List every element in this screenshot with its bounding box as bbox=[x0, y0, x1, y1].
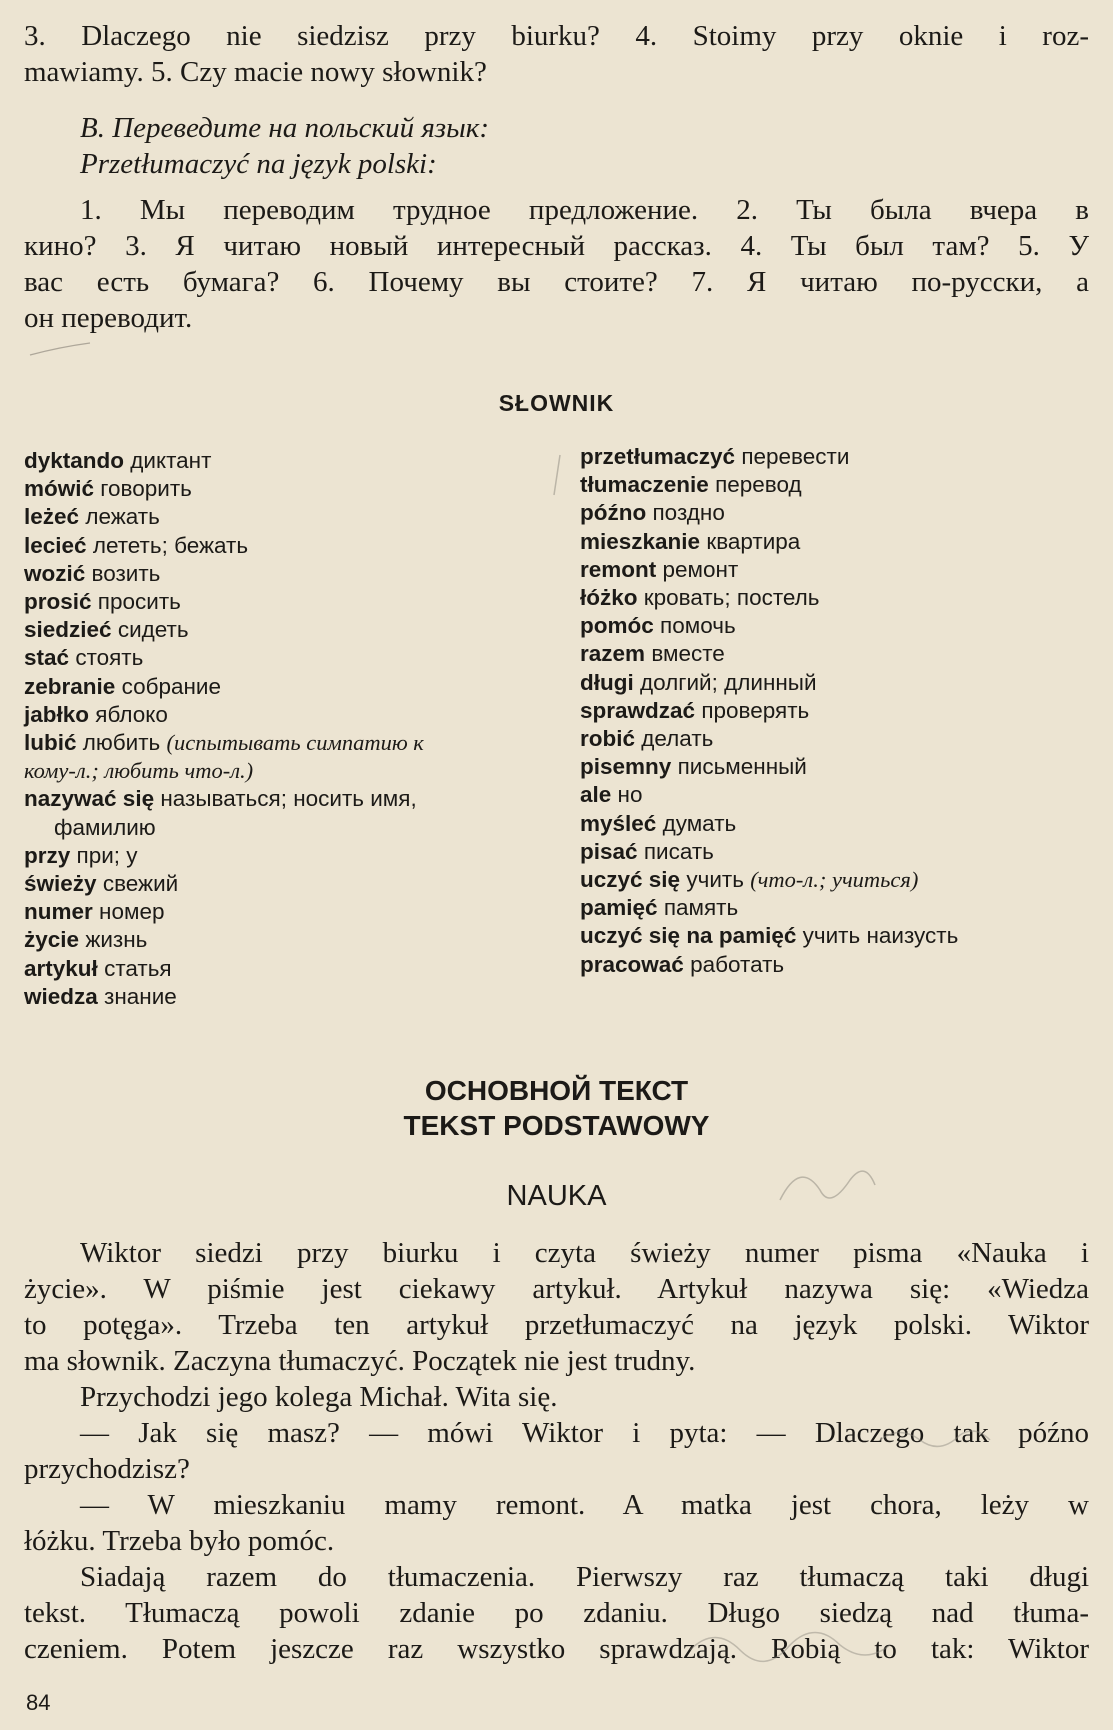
vocab-entry bbox=[24, 644, 544, 672]
ru-translation: лететь; бежать bbox=[92, 532, 249, 558]
pl-word: remont bbox=[580, 556, 657, 582]
vocab-entry bbox=[24, 447, 544, 475]
pl-word: pomóc bbox=[580, 613, 654, 639]
exercise-b-heading bbox=[80, 110, 1080, 182]
pl-word: nazywać się bbox=[24, 786, 155, 812]
vocab-entry bbox=[580, 725, 1090, 753]
pl-word: wiedza bbox=[24, 983, 98, 1009]
ru-translation: но bbox=[617, 782, 643, 808]
vocab-entry bbox=[580, 499, 1090, 527]
ru-translation: память bbox=[663, 895, 739, 921]
ru-translation: проверять bbox=[701, 697, 810, 723]
ru-translation: кровать; постель bbox=[643, 585, 820, 611]
vocab-entry bbox=[24, 983, 544, 1011]
vocab-entry bbox=[580, 640, 1090, 668]
ru-translation: просить bbox=[97, 589, 181, 615]
text-line: mawiamy. 5. Czy macie nowy słownik? bbox=[24, 56, 487, 88]
ru-translation: любить bbox=[82, 730, 161, 756]
pl-word: ale bbox=[580, 782, 612, 808]
text-line: łóżku. Trzeba było pomóc. bbox=[24, 1525, 335, 1557]
ru-translation: возить bbox=[91, 560, 161, 586]
vocab-entry bbox=[24, 701, 544, 729]
heading-pl: Przetłumaczyć na język polski: bbox=[80, 148, 437, 180]
vocab-entry bbox=[24, 560, 544, 588]
pl-word: robić bbox=[580, 726, 636, 752]
pl-word: dyktando bbox=[24, 448, 125, 473]
pl-word: życie bbox=[24, 927, 80, 953]
text-line: он переводит. bbox=[24, 302, 193, 334]
vocab-entry bbox=[580, 584, 1090, 612]
ru-translation: квартира bbox=[706, 528, 801, 554]
vocab-entry bbox=[580, 951, 1090, 979]
vocab-entry-continuation bbox=[24, 757, 544, 785]
pl-word: prosić bbox=[24, 589, 92, 615]
ru-translation: номер bbox=[99, 899, 165, 925]
vocab-entry bbox=[580, 528, 1090, 556]
ru-translation: поздно bbox=[652, 500, 725, 526]
text-line: ma słownik. Zaczyna tłumaczyć. Początek nie jest trudny. bbox=[24, 1345, 696, 1377]
ru-translation: писать bbox=[643, 838, 714, 864]
heading-ru: В. Переведите на польский язык: bbox=[80, 112, 489, 144]
pl-word: uczyć się na pamięć bbox=[580, 923, 797, 949]
ru-translation: перевод bbox=[715, 472, 802, 498]
pl-word: przetłumaczyć bbox=[580, 444, 736, 469]
ru-translation: перевести bbox=[741, 444, 850, 469]
text-line: życie». W piśmie jest ciekawy artykuł. Artykuł nazywa się: «Wiedza bbox=[24, 1273, 1089, 1305]
ru-translation: письменный bbox=[677, 754, 807, 780]
ru-translation: собрание bbox=[121, 673, 221, 699]
text-line: кино? 3. Я читаю новый интересный рассказ. 4. Ты был там? 5. У bbox=[24, 230, 1089, 262]
pl-word: łóżko bbox=[580, 585, 638, 611]
exercise-b-body bbox=[24, 192, 1089, 336]
main-text-title-pl: TEKST PODSTAWOWY bbox=[403, 1110, 710, 1141]
pl-word: zebranie bbox=[24, 673, 116, 699]
vocab-entry bbox=[580, 556, 1090, 584]
vocab-entry bbox=[580, 810, 1090, 838]
ru-translation: статья bbox=[104, 955, 172, 981]
ru-translation: фамилию bbox=[54, 814, 156, 840]
text-line: czeniem. Potem jeszcze raz wszystko sprawdzają. Robią to tak: Wiktor bbox=[24, 1633, 1089, 1665]
exercise-a-tail bbox=[24, 18, 1089, 90]
vocab-entry bbox=[580, 443, 1090, 471]
vocab-entry bbox=[24, 926, 544, 954]
usage-note: (что-л.; учиться) bbox=[750, 867, 919, 893]
pl-word: przy bbox=[24, 842, 71, 868]
ru-translation: лежать bbox=[85, 504, 160, 530]
vocab-entry bbox=[580, 866, 1090, 894]
pl-word: siedzieć bbox=[24, 617, 112, 643]
ru-translation: долгий; длинный bbox=[640, 669, 817, 695]
text-line: Wiktor siedzi przy biurku i czyta świeży numer pisma «Nauka i bbox=[80, 1237, 1089, 1269]
pl-word: stać bbox=[24, 645, 70, 671]
ru-translation: называться; носить имя, bbox=[160, 786, 417, 812]
vocab-entry bbox=[580, 838, 1090, 866]
vocab-left-column bbox=[24, 447, 544, 1011]
vocab-entry bbox=[24, 785, 544, 813]
pl-word: uczyć się bbox=[580, 867, 681, 893]
vocab-entry bbox=[580, 612, 1090, 640]
ru-translation: вместе bbox=[651, 641, 725, 667]
pl-word: leżeć bbox=[24, 504, 80, 530]
vocab-entry bbox=[580, 669, 1090, 697]
story-title: NAUKA bbox=[506, 1180, 607, 1212]
vocab-entry bbox=[580, 753, 1090, 781]
slownik-title: SŁOWNIK bbox=[498, 390, 615, 416]
ru-translation: знание bbox=[104, 983, 177, 1009]
pl-word: razem bbox=[580, 641, 646, 667]
ru-translation: делать bbox=[641, 726, 714, 752]
pl-word: świeży bbox=[24, 871, 97, 897]
pl-word: pracować bbox=[580, 951, 684, 977]
vocab-entry bbox=[580, 471, 1090, 499]
ru-translation: помочь bbox=[660, 613, 736, 639]
vocab-entry bbox=[24, 898, 544, 926]
ru-translation: учить наизусть bbox=[802, 923, 959, 949]
pencil-mark bbox=[554, 455, 560, 495]
pl-word: jabłko bbox=[24, 701, 90, 727]
vocab-entry bbox=[24, 673, 544, 701]
main-text-body bbox=[24, 1235, 1089, 1667]
vocab-entry bbox=[24, 842, 544, 870]
vocab-entry bbox=[24, 532, 544, 560]
ru-translation: при; у bbox=[76, 842, 138, 868]
text-line: Siadają razem do tłumaczenia. Pierwszy raz tłumaczą taki długi bbox=[80, 1561, 1089, 1593]
vocab-entry bbox=[24, 503, 544, 531]
pl-word: pamięć bbox=[580, 895, 658, 921]
usage-note: кому-л.; любить что-л.) bbox=[24, 758, 254, 784]
text-line: 3. Dlaczego nie siedzisz przy biurku? 4. Stoimy przy oknie i roz- bbox=[24, 20, 1089, 52]
vocab-entry bbox=[24, 729, 544, 757]
text-line: — Jak się masz? — mówi Wiktor i pyta: — Dlaczego tak późno bbox=[80, 1417, 1089, 1449]
text-line: 1. Мы переводим трудное предложение. 2. Ты была вчера в bbox=[80, 194, 1089, 226]
vocab-entry bbox=[580, 922, 1090, 950]
vocab-entry bbox=[24, 616, 544, 644]
pl-word: późno bbox=[580, 500, 647, 526]
pl-word: tłumaczenie bbox=[580, 472, 709, 498]
pl-word: sprawdzać bbox=[580, 697, 696, 723]
text-line: to potęga». Trzeba ten artykuł przetłumaczyć na język polski. Wiktor bbox=[24, 1309, 1089, 1341]
pl-word: myśleć bbox=[580, 810, 657, 836]
vocab-entry bbox=[24, 475, 544, 503]
ru-translation: учить bbox=[686, 867, 744, 893]
pl-word: lecieć bbox=[24, 532, 87, 558]
pl-word: mówić bbox=[24, 476, 95, 502]
vocab-entry bbox=[24, 588, 544, 616]
pl-word: pisemny bbox=[580, 754, 672, 780]
pl-word: artykuł bbox=[24, 955, 98, 981]
page-number: 84 bbox=[26, 1690, 51, 1715]
pl-word: numer bbox=[24, 899, 93, 925]
pl-word: lubić bbox=[24, 730, 77, 756]
pl-word: mieszkanie bbox=[580, 528, 701, 554]
text-line: вас есть бумага? 6. Почему вы стоите? 7. Я читаю по-русски, а bbox=[24, 266, 1089, 298]
text-line: tekst. Tłumaczą powoli zdanie po zdaniu. Długo siedzą nad tłuma- bbox=[24, 1597, 1089, 1629]
vocab-entry bbox=[580, 781, 1090, 809]
ru-translation: стоять bbox=[75, 645, 144, 671]
vocab-entry bbox=[580, 697, 1090, 725]
ru-translation: жизнь bbox=[85, 927, 148, 953]
pl-word: wozić bbox=[24, 560, 86, 586]
vocab-right-column bbox=[580, 443, 1090, 979]
vocab-entry bbox=[580, 894, 1090, 922]
ru-translation: говорить bbox=[100, 476, 192, 502]
pl-word: pisać bbox=[580, 838, 638, 864]
usage-note: (испытывать симпатию к bbox=[166, 730, 424, 756]
text-line: przychodzisz? bbox=[24, 1453, 190, 1485]
ru-translation: думать bbox=[662, 810, 737, 836]
vocab-entry bbox=[24, 955, 544, 983]
text-line: Przychodzi jego kolega Michał. Wita się. bbox=[80, 1381, 558, 1413]
ru-translation: сидеть bbox=[117, 617, 189, 643]
vocab-entry bbox=[24, 870, 544, 898]
ru-translation: яблоко bbox=[95, 701, 168, 727]
ru-translation: работать bbox=[690, 951, 785, 977]
pencil-mark bbox=[30, 343, 90, 355]
text-line: — W mieszkaniu mamy remont. A matka jest chora, leży w bbox=[80, 1489, 1089, 1521]
pl-word: długi bbox=[580, 669, 634, 695]
main-text-title-ru: ОСНОВНОЙ ТЕКСТ bbox=[424, 1075, 689, 1106]
ru-translation: диктант bbox=[130, 448, 212, 473]
ru-translation: свежий bbox=[102, 871, 179, 897]
vocab-entry-continuation bbox=[24, 814, 544, 842]
ru-translation: ремонт bbox=[662, 556, 739, 582]
